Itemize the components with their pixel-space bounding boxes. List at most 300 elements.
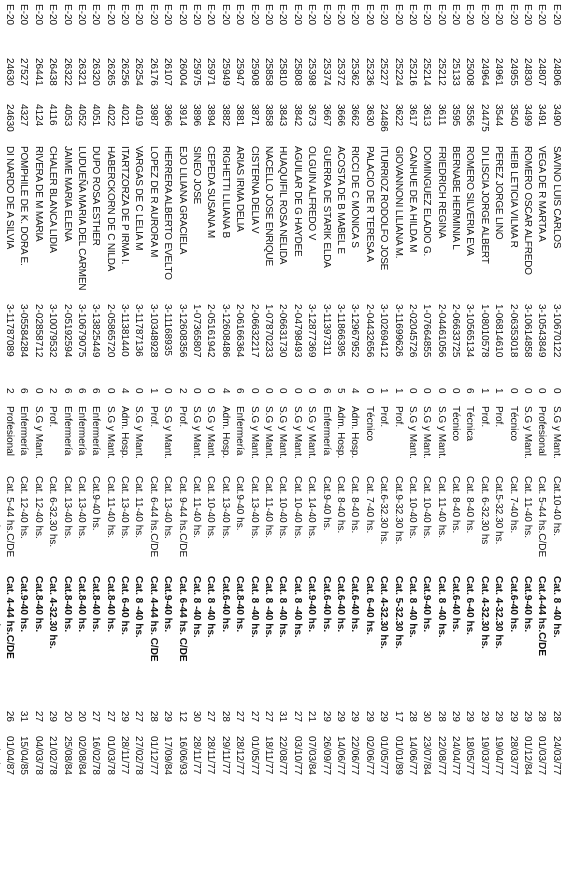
category-cell: Cat. 6-32.30 hs. xyxy=(47,476,59,548)
file-number-cell: 27527 xyxy=(18,58,30,86)
days-cell: 28 xyxy=(550,710,562,722)
new-category-cell: Cat. 8 -40 hs. xyxy=(133,576,145,638)
sector-cell: S.G y Mant. xyxy=(263,406,274,459)
category-cell: Cat. 13-40 hs. xyxy=(119,476,131,539)
code-cell: 3662 xyxy=(349,104,361,127)
region-cell: E-20 xyxy=(507,4,519,26)
days-cell: 26 xyxy=(3,710,15,722)
flag-cell: 6 xyxy=(320,388,332,394)
code-cell: 4019 xyxy=(133,104,145,127)
employee-name-cell: HUAQUIFIL ROSA NELIDA xyxy=(277,146,289,265)
new-category-cell: Cat.8-40 hs. xyxy=(90,576,102,633)
new-category-cell: Cat.6-40 hs. xyxy=(450,576,462,633)
days-cell: 30 xyxy=(191,710,203,722)
category-cell: Cat. 13-40 hs. xyxy=(162,476,174,539)
code-cell: 24475 xyxy=(478,104,490,132)
code-cell: 3499 xyxy=(522,104,534,127)
code-cell: 3666 xyxy=(334,104,346,127)
region-cell: E-20 xyxy=(378,4,390,26)
flag-cell: 0 xyxy=(406,388,418,394)
file-number-cell: 25975 xyxy=(191,58,203,86)
file-number-cell: 25214 xyxy=(421,58,433,86)
new-category-cell: Cat. 6-40 hs. xyxy=(119,576,131,635)
employee-name-cell: HABERCKORN DE C NILDA xyxy=(104,146,116,272)
date-cell: 24/04/77 xyxy=(450,736,462,775)
sector-cell: Prof. xyxy=(47,406,59,428)
category-cell xyxy=(0,476,2,576)
flag-cell: 6 xyxy=(90,388,102,394)
id-number-cell: 2-05865720 xyxy=(104,304,116,358)
table-row xyxy=(520,4,534,792)
id-number-cell: 3-11699626 xyxy=(392,304,404,357)
sector-cell: S.G y Mant. xyxy=(306,406,318,459)
sector-cell: Profesional xyxy=(536,406,548,457)
flag-cell xyxy=(0,388,2,406)
file-number-cell: 24806 xyxy=(550,58,562,86)
new-category-cell: Cat.9-40 hs. xyxy=(162,576,174,633)
new-category-cell: Cat. 4-44 hs.C/DE xyxy=(3,576,15,659)
new-category-cell: Cat. 8 -40 hs. xyxy=(248,576,260,638)
flag-cell: 4 xyxy=(349,388,361,394)
new-category-cell: Cat.4-44 hs.C/DE xyxy=(536,576,548,657)
code-cell: 3540 xyxy=(507,104,519,127)
category-cell: Cat. 5-44 hs.C/DE xyxy=(3,476,15,558)
id-number-cell: 1-07365807 xyxy=(191,304,203,358)
flag-cell: 6 xyxy=(75,388,87,394)
sector-cell: Prof. xyxy=(176,406,188,428)
region-cell: E-20 xyxy=(406,4,418,26)
code-cell: 24630 xyxy=(3,104,15,132)
region-cell: E-20 xyxy=(421,4,433,26)
sector-cell: Prof. xyxy=(478,406,490,428)
id-number-cell: 3-10079532 xyxy=(47,304,59,358)
days-cell: 30 xyxy=(421,710,433,722)
sector-cell: Adm. Hosp. xyxy=(334,406,346,459)
date-cell: 01/03/78 xyxy=(104,736,116,775)
region-cell: E-20 xyxy=(90,4,102,26)
date-cell: 22/08/77 xyxy=(277,736,289,775)
code-cell: 3611 xyxy=(435,104,447,126)
file-number-cell: 25810 xyxy=(277,58,289,86)
id-number-cell: 2-04798493 xyxy=(291,304,303,358)
category-cell: Cat. 12-40 hs. xyxy=(32,476,44,539)
new-category-cell: Cat. 6-40 hs. xyxy=(363,576,375,635)
file-number-cell: 25949 xyxy=(219,58,231,86)
days-cell: 29 xyxy=(464,710,476,722)
region-cell: E-20 xyxy=(536,4,548,26)
date-cell: 01/05/77 xyxy=(248,736,260,775)
id-number-cell: 2-06353018 xyxy=(507,304,519,358)
date-cell: 28/11/77 xyxy=(191,736,203,775)
new-category-cell: Cat.6-40 hs. xyxy=(349,576,361,633)
id-number-cell: 2-06632217 xyxy=(248,304,260,358)
flag-cell: 1 xyxy=(478,388,490,394)
date-cell: 24/03/77 xyxy=(550,736,562,775)
code-cell: 3617 xyxy=(406,104,418,127)
category-cell: Cat. 10-40 hs. xyxy=(406,476,418,539)
region-cell: E-20 xyxy=(349,4,361,26)
date-cell: 23/07/84 xyxy=(421,736,433,775)
days-cell: 29 xyxy=(478,710,490,722)
table-row xyxy=(16,4,30,792)
days-cell: 27 xyxy=(90,710,102,722)
flag-cell: 0 xyxy=(550,388,562,394)
file-number-cell: 26107 xyxy=(162,58,174,86)
new-category-cell: Cat.8-40 hs. xyxy=(32,576,44,633)
code-cell: 3914 xyxy=(176,104,188,127)
date-cell: 18/11/77 xyxy=(263,736,274,775)
days-cell: 31 xyxy=(18,710,30,722)
new-category-cell: Cat.6-40 hs. xyxy=(507,576,519,633)
table-row xyxy=(419,4,433,792)
table-row xyxy=(405,4,419,792)
date-cell: 02/08/84 xyxy=(75,736,87,775)
days-cell: 27 xyxy=(32,710,44,722)
employee-name-cell: SINEO JOSE xyxy=(191,146,203,205)
code-cell: 3858 xyxy=(263,104,274,127)
code-cell: 3894 xyxy=(205,104,217,127)
code-cell: 3882 xyxy=(219,104,231,127)
flag-cell: 0 xyxy=(435,388,447,394)
id-number-cell: 3-11787089 xyxy=(3,304,15,357)
flag-cell: 0 xyxy=(421,388,433,394)
employee-name-cell: SAVINO LUIS CARLOS xyxy=(550,146,562,249)
sector-cell: S.G y Mant. xyxy=(421,406,433,459)
region-cell: E-20 xyxy=(277,4,289,26)
days-cell: 12 xyxy=(176,710,188,722)
sector-cell: Enfermería xyxy=(90,406,102,456)
employee-name-cell: ACOSTA DE B MABEL E xyxy=(334,146,346,254)
table-row xyxy=(491,4,505,792)
days-cell: 29 xyxy=(522,710,534,722)
flag-cell: 2 xyxy=(47,388,59,394)
file-number-cell: 25216 xyxy=(406,58,418,86)
new-category-cell: Cat.8-40 hs. xyxy=(234,576,246,633)
days-cell: 27 xyxy=(104,710,116,722)
new-category-cell: Cat.9-40 hs. xyxy=(18,576,30,633)
category-cell: Cat.6-32.30 hs. xyxy=(378,476,390,545)
category-cell: Cat.9-40 hs. xyxy=(90,476,102,531)
file-number-cell: 26004 xyxy=(176,58,188,86)
table-row xyxy=(390,4,404,792)
code-cell xyxy=(0,104,2,146)
category-cell: Cat. 5-44 hs.C/DE xyxy=(536,476,548,558)
employee-name-cell: CHALER BLANCA LIDIA xyxy=(47,146,59,253)
code-cell: 3881 xyxy=(234,104,246,127)
days-cell: 28 xyxy=(406,710,418,722)
code-cell: 4116 xyxy=(47,104,59,126)
category-cell: Cat.9-40 hs. xyxy=(234,476,246,531)
employee-name-cell: PEREZ JORGE LINO xyxy=(493,146,505,240)
sector-cell: S.G y Mant. xyxy=(291,406,303,459)
code-cell: 3673 xyxy=(306,104,318,127)
table-row xyxy=(189,4,203,792)
date-cell: 25/08/84 xyxy=(61,736,73,775)
id-number-cell: 1-08010578 xyxy=(478,304,490,358)
id-number-cell: 3-10679075 xyxy=(75,304,87,358)
sector-cell: S.G y Mant. xyxy=(550,406,562,459)
file-number-cell: 24961 xyxy=(493,58,505,86)
flag-cell: 4 xyxy=(119,388,131,394)
sector-cell: S.G y Mant. xyxy=(191,406,203,459)
id-number-cell: 3-11866395 xyxy=(334,304,346,357)
table-row xyxy=(549,4,563,792)
code-cell: 4053 xyxy=(61,104,73,127)
employee-name-cell: EJO LILIANA GRACIELA xyxy=(176,146,188,255)
table-row xyxy=(232,4,246,792)
flag-cell: 0 xyxy=(277,388,289,394)
id-number-cell: 3-05584284 xyxy=(18,304,30,358)
employee-name-cell: DI LISCIA JORGE ALBERT xyxy=(478,146,490,264)
table-row xyxy=(59,4,73,792)
code-cell: 4022 xyxy=(104,104,116,127)
days-cell: 21 xyxy=(306,710,318,722)
category-cell: Cat.10-40 hs. xyxy=(550,476,562,537)
table-row xyxy=(318,4,332,792)
date-cell: 26/09/77 xyxy=(320,736,332,775)
employee-name-cell: DI NARDO DE A SILVIA xyxy=(3,146,15,250)
employee-name-cell: RIVERA DE M MARIA xyxy=(32,146,44,242)
id-number-cell: 2-06166364 xyxy=(234,304,246,358)
employee-name-cell: CANHUE DE A HILDA M xyxy=(406,146,418,253)
code-cell: 4051 xyxy=(90,104,102,127)
file-number-cell: 25398 xyxy=(306,58,318,86)
table-row xyxy=(0,4,2,792)
flag-cell: 0 xyxy=(306,388,318,394)
days-cell: 27 xyxy=(291,710,303,722)
table-row xyxy=(304,4,318,792)
category-cell: Cat. 13-40 hs. xyxy=(219,476,231,539)
sector-cell: Profesional xyxy=(3,406,15,457)
staff-roster-table xyxy=(0,4,563,792)
file-number-cell: 25008 xyxy=(464,58,476,86)
flag-cell: 6 xyxy=(464,388,476,394)
id-number-cell: 3-10543849 xyxy=(536,304,548,358)
days-cell: 27 xyxy=(133,710,145,722)
category-cell: Cat. 7-40 hs. xyxy=(363,476,375,534)
new-category-cell: Cat. 8 -40 hs. xyxy=(277,576,289,638)
region-cell: E-20 xyxy=(205,4,217,26)
id-number-cell: 3-10614858 xyxy=(522,304,534,358)
id-number-cell: 3-13825449 xyxy=(90,304,102,358)
category-cell: Cat. 8-40 hs. xyxy=(450,476,462,534)
table-row xyxy=(74,4,88,792)
id-number-cell: 2-05161942 xyxy=(205,304,217,358)
employee-name-cell: HEIB LETICIA VILMA R xyxy=(507,146,519,248)
sector-cell: Prof. xyxy=(147,406,159,428)
table-row xyxy=(31,4,45,792)
id-number-cell: 1-06814610 xyxy=(493,304,505,358)
new-category-cell: Cat. 8 -40 hs. xyxy=(550,576,562,638)
date-cell: 29/11/77 xyxy=(219,736,231,775)
category-cell: Cat. 6-32.30 hs xyxy=(478,476,490,545)
new-category-cell: Cat.8-40 hs. xyxy=(61,576,73,633)
date-cell: 18/05/77 xyxy=(464,736,476,775)
days-cell: 20 xyxy=(75,710,87,722)
region-cell: E-20 xyxy=(493,4,505,26)
region-cell xyxy=(0,4,2,58)
flag-cell: 1 xyxy=(147,388,159,394)
sector-cell: Adm. Hosp. xyxy=(349,406,361,459)
date-cell: 03/10/77 xyxy=(291,736,303,775)
date-cell: 01/04/87 xyxy=(3,736,15,775)
code-cell: 4327 xyxy=(18,104,30,127)
sector-cell: S.G y Mant. xyxy=(162,406,174,459)
new-category-cell: Cat.8-40 hs. xyxy=(104,576,116,633)
id-number-cell: 3-11381440 xyxy=(119,304,131,357)
date-cell: 28/03/77 xyxy=(507,736,519,775)
employee-name-cell: DOMINGUEZ ELADIO G. xyxy=(421,146,433,257)
category-cell: Cat.9-40 hs. xyxy=(320,476,332,531)
file-number-cell: 26322 xyxy=(61,58,73,86)
id-number-cell: 2-02858712 xyxy=(32,304,44,358)
sector-cell: Técnica xyxy=(464,406,476,442)
days-cell: 29 xyxy=(119,710,131,722)
code-cell: 3630 xyxy=(363,104,375,127)
id-number-cell xyxy=(0,304,2,388)
employee-name-cell: DUPO ROSA ESTHER xyxy=(90,146,102,246)
file-number-cell: 25362 xyxy=(349,58,361,86)
region-cell: E-20 xyxy=(176,4,188,26)
table-row xyxy=(203,4,217,792)
file-number-cell: 25971 xyxy=(205,58,217,86)
id-number-cell: 3-12608356 xyxy=(176,304,188,358)
days-cell: 29 xyxy=(334,710,346,722)
region-cell: E-20 xyxy=(104,4,116,26)
days-cell: 28 xyxy=(147,710,159,722)
code-cell: 3896 xyxy=(191,104,203,127)
flag-cell: 0 xyxy=(32,388,44,394)
flag-cell: 5 xyxy=(334,388,346,394)
region-cell: E-20 xyxy=(550,4,562,26)
employee-name-cell: AGUILAR DE G HAYDEE xyxy=(291,146,303,257)
category-cell: Cat. 7-40 hs. xyxy=(507,476,519,534)
file-number-cell: 25372 xyxy=(334,58,346,86)
category-cell: Cat. 13-40 hs. xyxy=(248,476,260,539)
region-cell: E-20 xyxy=(435,4,447,26)
flag-cell: 4 xyxy=(219,388,231,394)
employee-name-cell: ARIAS IRMA DELIA xyxy=(234,146,246,232)
days-cell: 27 xyxy=(205,710,217,722)
id-number-cell: 1-07870233 xyxy=(263,304,274,358)
date-cell: 01/03/77 xyxy=(536,736,548,775)
category-cell: Cat. 13-40 hs. xyxy=(75,476,87,539)
roster-body xyxy=(0,4,563,792)
days-cell: 29 xyxy=(493,710,505,722)
id-number-cell: 2-06631730 xyxy=(277,304,289,358)
file-number-cell: 25858 xyxy=(263,58,274,86)
region-cell: E-20 xyxy=(162,4,174,26)
category-cell: Cat. 8-40 hs. xyxy=(334,476,346,534)
date-cell: 16/06/93 xyxy=(176,736,188,775)
file-number-cell: 26441 xyxy=(32,58,44,86)
region-cell: E-20 xyxy=(147,4,159,26)
region-cell: E-20 xyxy=(478,4,490,26)
category-cell: Cat. 14-40 hs. xyxy=(306,476,318,539)
code-cell: 3843 xyxy=(277,104,289,127)
id-number-cell: 3-10269412 xyxy=(378,304,390,358)
category-cell: Cat. 12-40 hs. xyxy=(18,476,30,539)
flag-cell: 2 xyxy=(176,388,188,394)
code-cell: 4021 xyxy=(119,104,131,127)
code-cell: 3622 xyxy=(392,104,404,127)
employee-name-cell: LUDUEÑA MARIA DEL CARMEN xyxy=(75,146,87,291)
days-cell: 29 xyxy=(378,710,390,722)
category-cell: Cat. 10-40 hs. xyxy=(277,476,289,539)
sector-cell: S.G y Mant. xyxy=(406,406,418,459)
employee-name-cell: HERRERA ALBERTO EVELTO xyxy=(162,146,174,280)
new-category-cell xyxy=(0,576,2,694)
region-cell: E-20 xyxy=(3,4,15,26)
code-cell: 3595 xyxy=(450,104,462,127)
region-cell: E-20 xyxy=(291,4,303,26)
new-category-cell: Cat. 8 -40 hs. xyxy=(291,576,303,638)
days-cell: 31 xyxy=(277,710,289,722)
flag-cell: 6 xyxy=(18,388,30,394)
region-cell: E-20 xyxy=(191,4,203,26)
category-cell: Cat. 11-40 hs. xyxy=(191,476,203,539)
category-cell: Cat.9-32.30 hs. xyxy=(392,476,404,545)
table-row xyxy=(505,4,519,792)
new-category-cell: Cat.9-40 hs. xyxy=(421,576,433,633)
employee-name-cell: GIOVANNONI LILIANA M. xyxy=(392,146,404,259)
id-number-cell: 3-10565134 xyxy=(464,304,476,358)
date-cell: 02/06/77 xyxy=(363,736,375,775)
file-number-cell: 25224 xyxy=(392,58,404,86)
code-cell: 3987 xyxy=(147,104,159,127)
category-cell: Cat. 8-40 hs. xyxy=(349,476,361,534)
sector-cell: Técnico xyxy=(507,406,519,442)
new-category-cell: Cat. 4-44 hs. C/DE xyxy=(147,576,159,662)
file-number-cell: 24964 xyxy=(478,58,490,86)
file-number-cell: 24955 xyxy=(507,58,519,86)
id-number-cell: 2-04432656 xyxy=(363,304,375,358)
sector-cell: S.G y Mant. xyxy=(104,406,116,459)
region-cell: E-20 xyxy=(61,4,73,26)
file-number-cell: 26438 xyxy=(47,58,59,86)
flag-cell: 0 xyxy=(104,388,116,394)
flag-cell: 1 xyxy=(378,388,390,394)
employee-name-cell: OLGUIN ALFREDO V xyxy=(306,146,318,241)
category-cell: Cat. 11-40 hs. xyxy=(263,476,274,539)
code-cell: 4052 xyxy=(75,104,87,127)
days-cell: 29 xyxy=(507,710,519,722)
flag-cell: 0 xyxy=(522,388,534,394)
new-category-cell: Cat. 8 -40 hs. xyxy=(205,576,217,638)
category-cell: Cat. 10-40 hs. xyxy=(291,476,303,539)
file-number-cell: 25133 xyxy=(450,58,462,86)
date-cell: 07/03/84 xyxy=(306,736,318,775)
code-cell: 3613 xyxy=(421,104,433,127)
date-cell: 14/06/77 xyxy=(334,736,346,775)
employee-name-cell: CEPEDA SUSANA M xyxy=(205,146,217,239)
employee-name-cell: BERNABE HERMINIA L xyxy=(450,146,462,250)
new-category-cell: Cat.9-40 hs. xyxy=(522,576,534,633)
region-cell: E-20 xyxy=(47,4,59,26)
sector-cell: Adm. Hosp. xyxy=(119,406,131,459)
sector-cell: S.G y Mant. xyxy=(133,406,145,459)
sector-cell xyxy=(0,406,2,476)
file-number-cell: 25227 xyxy=(378,58,390,86)
sector-cell: Enfermería xyxy=(18,406,30,456)
sector-cell: Prof. xyxy=(493,406,505,428)
employee-name-cell: JAIME MARIA ELENA xyxy=(61,146,73,242)
code-cell: 3544 xyxy=(493,104,505,127)
flag-cell: 0 xyxy=(507,388,519,394)
file-number-cell: 24807 xyxy=(536,58,548,86)
file-number-cell: 26321 xyxy=(75,58,87,86)
table-row xyxy=(103,4,117,792)
